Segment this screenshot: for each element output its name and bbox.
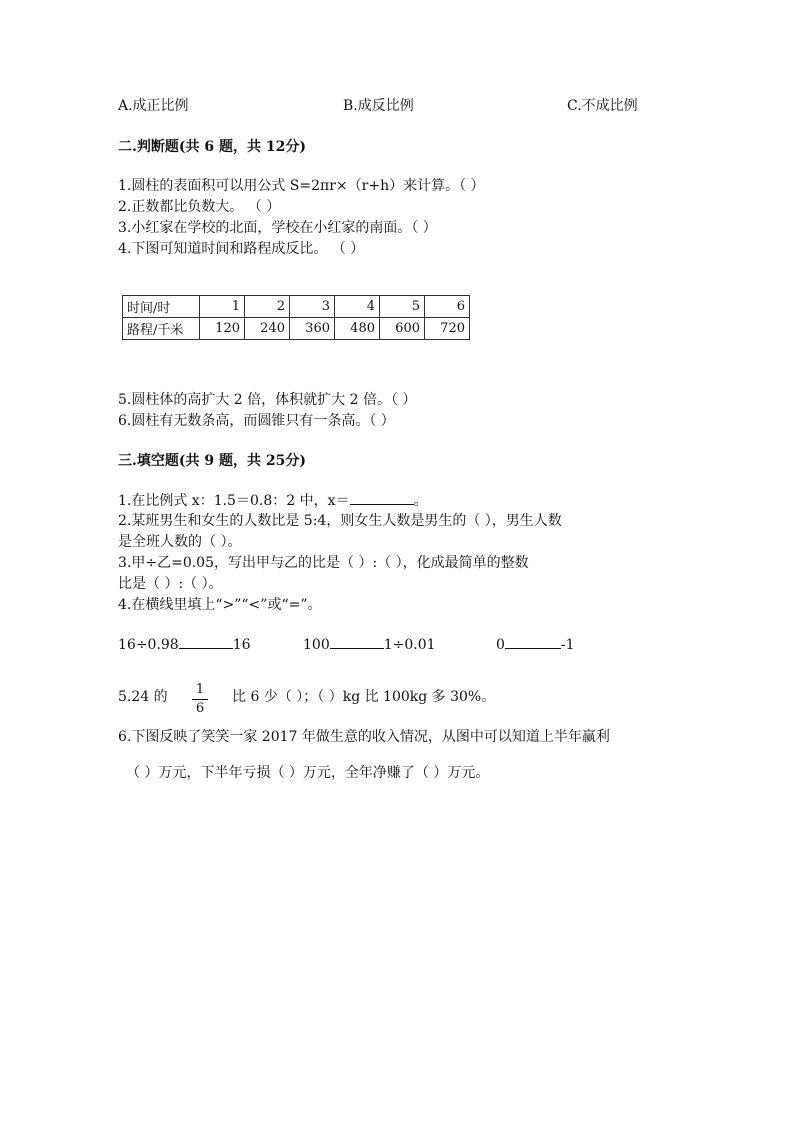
fraction-one-sixth: [192, 682, 208, 717]
option-a: A.成正比例: [118, 98, 189, 114]
fraction-bar: [192, 699, 208, 700]
section2-title: 二.判断题(共 6 题，共 12分): [118, 139, 306, 155]
s2-question-1: 1.圆柱的表面积可以用公式 S=2πr×（r+h）来计算。（ ）: [118, 178, 485, 194]
table-row: [123, 296, 470, 318]
table-cell: 6: [425, 296, 470, 318]
table-cell: 2: [245, 296, 290, 318]
table-row: [123, 318, 470, 340]
comparison-1: [118, 634, 251, 655]
table-cell: 1: [200, 296, 245, 318]
comparison-3: [496, 634, 575, 655]
table-cell: 4: [335, 296, 380, 318]
comparison-left: 100: [303, 637, 330, 653]
s3-question-3-line1: 3.甲÷乙=0.05，写出甲与乙的比是（ ）:（ ），化成最简单的整数: [118, 555, 529, 571]
answer-blank[interactable]: [350, 490, 414, 505]
comparison-right: 1÷0.01: [383, 637, 436, 653]
answer-blank[interactable]: [179, 634, 233, 649]
s2-question-4: 4.下图可知道时间和路程成反比。 （ ）: [118, 241, 365, 257]
s3-question-1: [118, 490, 428, 511]
answer-blank[interactable]: [505, 634, 561, 649]
fraction-numerator: 1: [195, 682, 205, 697]
table-row-header: 时间/时: [123, 296, 200, 318]
table-cell: 5: [380, 296, 425, 318]
s3-question-5-suffix: 比 6 少（ ）；（ ）kg 比 100kg 多 30%。: [232, 689, 496, 705]
s3-question-5-prefix: 5.24 的: [118, 689, 168, 705]
s3-q1-end: 。: [413, 493, 428, 509]
comparison-right: -1: [560, 637, 575, 653]
s3-question-6-line2: （ ）万元，下半年亏损（ ）万元，全年净赚了（ ）万元。: [126, 765, 490, 781]
s3-question-6-line1: 6.下图反映了笑笑一家 2017 年做生意的收入情况，从图中可以知道上半年赢利: [118, 729, 610, 745]
s3-question-4: 4.在横线里填上“>”“<”或“=”。: [118, 597, 322, 613]
table-cell: 480: [335, 318, 380, 340]
s3-question-3-line2: 比是（ ）:（ ）。: [118, 576, 223, 592]
comparison-left: 16÷0.98: [118, 637, 179, 653]
option-c: C.不成比例: [567, 98, 638, 114]
s3-question-2-line2: 是全班人数的（ ）。: [118, 534, 242, 550]
s2-question-3: 3.小红家在学校的北面，学校在小红家的南面。（ ）: [118, 220, 437, 236]
fraction-denominator: 6: [195, 701, 205, 716]
table-cell: 3: [290, 296, 335, 318]
table-cell: 240: [245, 318, 290, 340]
table-cell: 600: [380, 318, 425, 340]
option-b: B.成反比例: [343, 98, 414, 114]
table-cell: 720: [425, 318, 470, 340]
time-distance-table: [122, 295, 470, 340]
s3-question-2-line1: 2.某班男生和女生的人数比是 5:4，则女生人数是男生的（ ），男生人数: [118, 513, 562, 529]
s2-question-5: 5.圆柱体的高扩大 2 倍，体积就扩大 2 倍。（ ）: [118, 392, 417, 408]
comparison-left: 0: [496, 637, 505, 653]
comparison-right: 16: [232, 637, 251, 653]
table-cell: 360: [290, 318, 335, 340]
s3-q1-text: 1.在比例式 x：1.5＝0.8：2 中，x＝: [118, 493, 350, 509]
table-row-header: 路程/千米: [123, 318, 200, 340]
comparison-2: [303, 634, 436, 655]
s2-question-6: 6.圆柱有无数条高，而圆锥只有一条高。（ ）: [118, 413, 395, 429]
answer-blank[interactable]: [330, 634, 384, 649]
section3-title: 三.填空题(共 9 题，共 25分): [118, 453, 306, 469]
s2-question-2: 2.正数都比负数大。 （ ）: [118, 199, 281, 215]
table-cell: 120: [200, 318, 245, 340]
